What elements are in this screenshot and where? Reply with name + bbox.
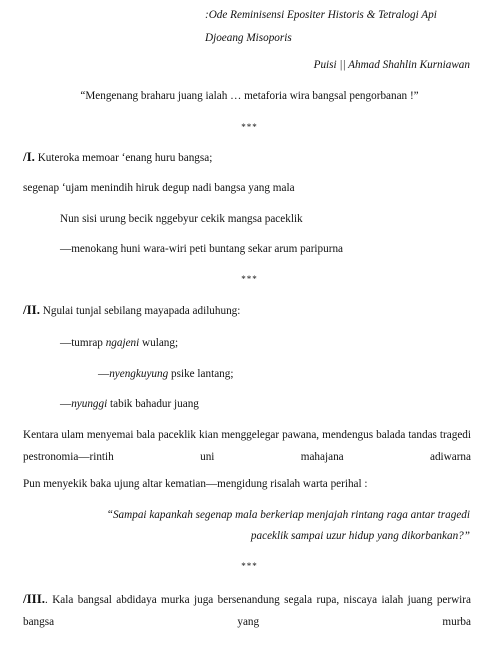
title-line-1: :Ode Reminisensi Epositer Historis & Tetralogi Api <box>205 9 437 21</box>
quote-line-2: paceklik sampai uzur hidup yang dikorbankan?” <box>250 530 470 542</box>
section2-paragraph-1: Kentara ulam menyemai bala paceklik kian menggelegar pawana, mendengus balada tandas tragedi pestronomia—rintih uni mahajana adiwarna <box>23 429 471 463</box>
section1-numeral: /I. <box>23 149 35 164</box>
section3-paragraph: /III.. Kala bangsal abdidaya murka juga bersenandung segala rupa, niscaya ialah juang perwira bangsa yang murba <box>23 591 471 628</box>
separator-3: *** <box>241 561 258 571</box>
section3-numeral: /III. <box>23 591 46 606</box>
section2-item2: —nyengkuyung psike lantang; <box>98 368 234 380</box>
section2-paragraph-2: Pun menyekik baka ujung altar kematian—mengidung risalah warta perihal : <box>23 478 368 490</box>
section1-line1: /I. Kuteroka memoar ‘enang huru bangsa; <box>23 149 213 164</box>
section1-line3: Nun sisi urung becik nggebyur cekik mangsa paceklik <box>60 213 303 225</box>
separator-1: *** <box>241 122 258 132</box>
byline: Puisi || Ahmad Shahlin Kurniawan <box>313 59 470 71</box>
quote-line-1: “Sampai kapankah segenap mala berkeriap menjajah rintang raga antar tragedi <box>106 509 470 521</box>
section2-item3: —nyunggi tabik bahadur juang <box>60 398 199 410</box>
section1-line4: —menokang huni wara-wiri peti buntang sekar arum paripurna <box>60 243 344 255</box>
separator-2: *** <box>241 274 258 284</box>
epigraph: “Mengenang braharu juang ialah … metaforia wira bangsal pengorbanan !” <box>80 90 419 102</box>
section2-line1: /II. Ngulai tunjal sebilang mayapada adiluhung: <box>23 302 241 317</box>
section1-line2: segenap ‘ujam menindih hiruk degup nadi bangsa yang mala <box>23 182 295 194</box>
section2-item1: —tumrap ngajeni wulang; <box>60 337 179 349</box>
title-line-2: Djoeang Misoporis <box>205 32 292 44</box>
section2-numeral: /II. <box>23 302 40 317</box>
